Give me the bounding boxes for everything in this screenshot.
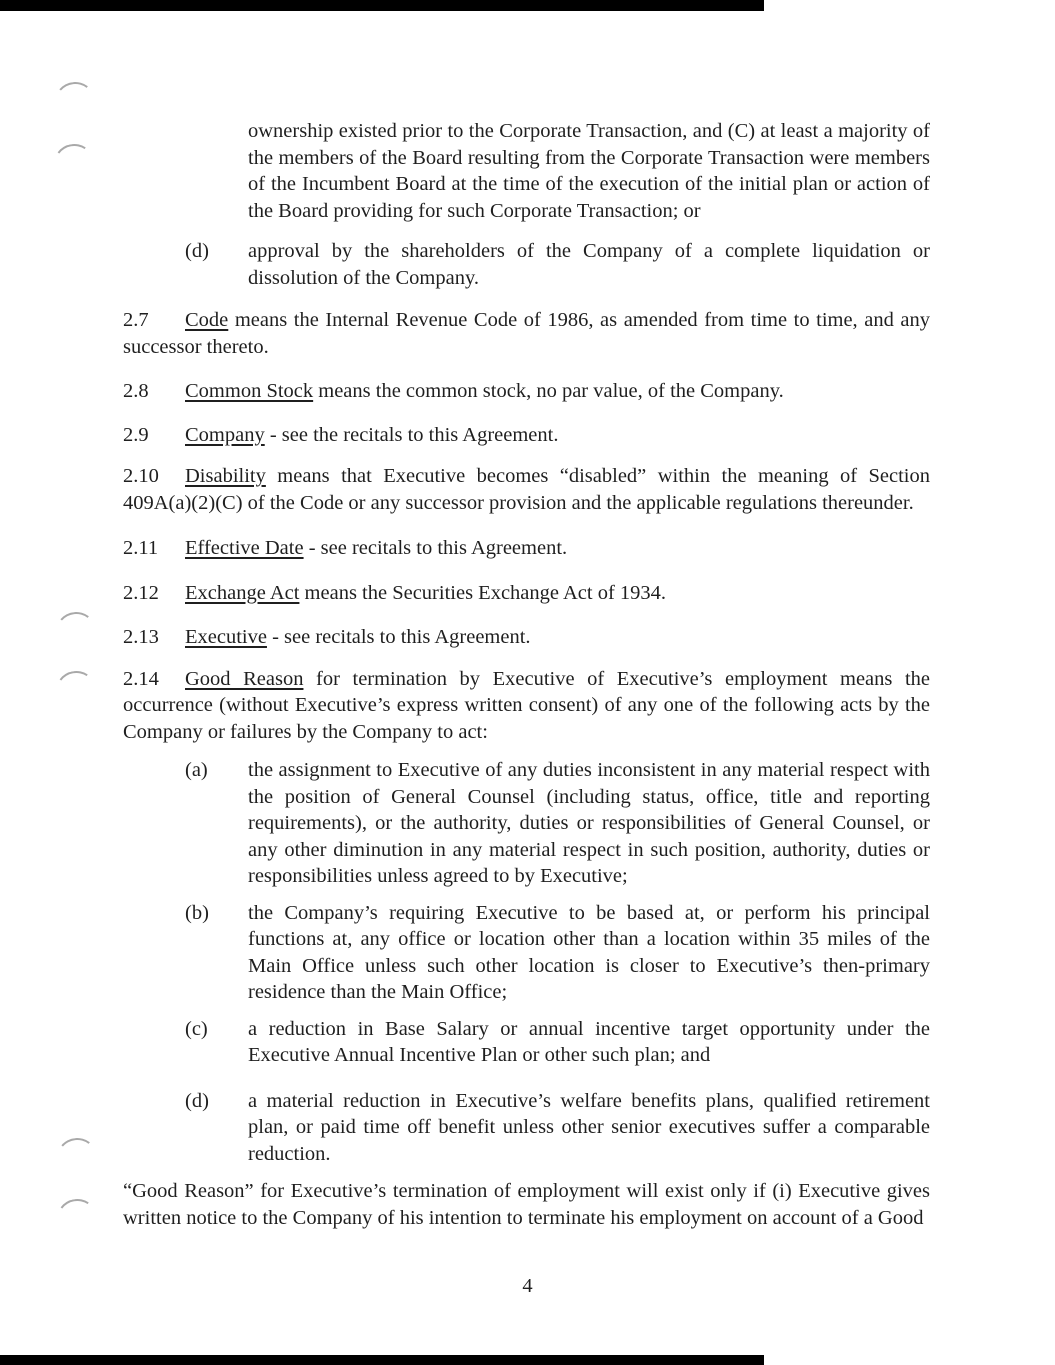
list-item-label: (a): [185, 759, 208, 781]
section-2-13-executive: [123, 624, 930, 651]
defined-term: Effective Date: [185, 537, 304, 559]
section-number: 2.7: [123, 309, 149, 331]
closing-paragraph: “Good Reason” for Executive’s termination of employment will exist only if (i) Executive gives written notice to the Company of his intention to terminate his employment on account of a Good: [123, 1180, 930, 1229]
binding-arc-artifact: [55, 1136, 99, 1178]
list-item-text: a reduction in Base Salary or annual incentive target opportunity under the Executive Annual Incentive Plan or other such plan; and: [248, 1017, 930, 1066]
section-2-10-disability: [123, 463, 930, 516]
list-item-label: (d): [185, 240, 209, 262]
section-number: 2.8: [123, 380, 149, 402]
defined-term: Executive: [185, 626, 267, 648]
defined-term: Exchange Act: [185, 581, 300, 604]
defined-term: Common Stock: [185, 380, 314, 402]
section-text: - see the recitals to this Agreement.: [264, 423, 559, 446]
section-2-11-effective-date: [123, 535, 930, 562]
good-reason-item-c: [185, 1016, 930, 1069]
list-item-label: (c): [185, 1017, 208, 1040]
list-item-d-liquidation: [185, 238, 930, 291]
binding-arc-artifact: [51, 141, 97, 185]
section-number: 2.13: [123, 626, 159, 648]
section-2-9-company: [123, 422, 930, 449]
section-number: 2.9: [123, 423, 149, 446]
defined-term: Disability: [185, 465, 266, 487]
binding-arc-artifact: [53, 80, 97, 122]
section-text: means the common stock, no par value, of the Company.: [313, 380, 784, 402]
section-2-12-exchange-act: [123, 580, 930, 607]
continuation-paragraph: ownership existed prior to the Corporate Transaction, and (C) at least a majority of the members of the Board resulting from the Corporate Transaction were members of the Incumbent Board at the time of the execution of the initial plan or action of the Board providing for such Corporate Transaction; or: [248, 120, 930, 222]
section-number: 2.10: [123, 465, 159, 487]
section-text: means the Internal Revenue Code of 1986, as amended from time to time, and any successor thereto.: [123, 309, 930, 358]
section-2-14-good-reason: [123, 666, 930, 746]
section-text: - see recitals to this Agreement.: [266, 626, 531, 648]
good-reason-item-a: [185, 757, 930, 890]
list-item-label: (d): [185, 1089, 209, 1112]
good-reason-item-d: [185, 1088, 930, 1168]
section-2-8-common-stock: [123, 378, 930, 405]
list-item-text: approval by the shareholders of the Company of a complete liquidation or dissolution of the Company.: [248, 240, 930, 289]
list-item-label: (b): [185, 901, 209, 924]
page-number: 4: [522, 1275, 533, 1297]
binding-arc-artifact: [53, 668, 99, 712]
section-number: 2.14: [123, 667, 159, 690]
binding-arc-artifact: [54, 610, 98, 652]
scanner-edge-bar-bottom: [0, 1355, 764, 1365]
section-text: means the Securities Exchange Act of 1934.: [299, 581, 667, 604]
document-body: [123, 0, 930, 1231]
section-number: 2.11: [123, 537, 159, 559]
list-item-text: the assignment to Executive of any duties inconsistent in any material respect with the position of General Counsel (including status, office, title and reporting requirements), or the authority, duties or responsibilities of General Counsel, or any other diminution in any material respect in such position, authority, duties or responsibilities unless agreed to by Executive;: [248, 759, 930, 887]
section-text: means that Executive becomes “disabled” within the meaning of Section 409A(a)(2)(C) of the Code or any successor provision and the applicable regulations thereunder.: [123, 465, 930, 514]
list-item-text: a material reduction in Executive’s welfare benefits plans, qualified retirement plan, or paid time off benefit unless other senior executives suffer a comparable reduction.: [248, 1089, 930, 1165]
list-item-text: the Company’s requiring Executive to be based at, or perform his principal functions at, any office or location other than a location within 35 miles of the Main Office unless such other location is closer to Executive’s then-primary residence than the Main Office;: [248, 901, 930, 1003]
section-text: - see recitals to this Agreement.: [303, 537, 568, 559]
good-reason-item-b: [185, 900, 930, 1006]
section-text: for termination by Executive of Executive’s employment means the occurrence (without Executive’s express written consent) of any one of the following acts by the Company or failures by the Company to act:: [123, 667, 930, 743]
defined-term: Good Reason: [185, 667, 304, 690]
defined-term: Code: [185, 309, 229, 331]
defined-term: Company: [185, 423, 265, 446]
section-number: 2.12: [123, 581, 159, 604]
binding-arc-artifact: [54, 1196, 100, 1240]
section-2-7-code: [123, 307, 930, 360]
